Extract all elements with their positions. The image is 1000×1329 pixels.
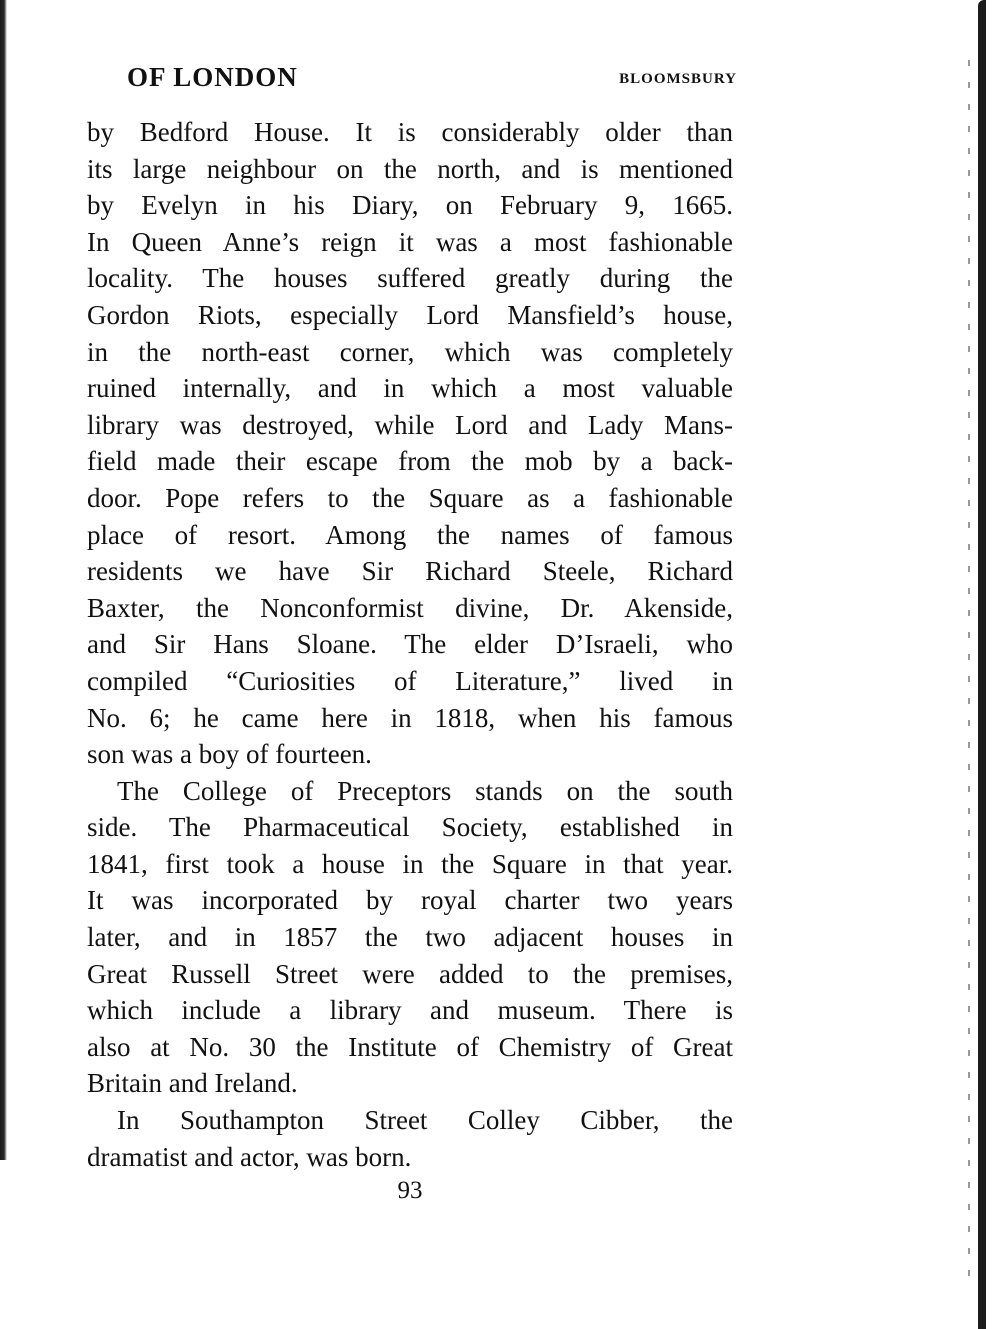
text-line: by Bedford House. It is considerably older than (87, 117, 733, 147)
text-line: ruined internally, and in which a most valuable (87, 373, 733, 404)
text-line: later, and in 1857 the two adjacent houses in (87, 922, 733, 953)
body-text (87, 114, 733, 1175)
text-line: dramatist and actor, was born. (87, 1141, 412, 1172)
text-line: field made their escape from the mob by a back- (87, 446, 733, 477)
text-line: and Sir Hans Sloane. The elder D’Israeli, who (87, 629, 733, 660)
text-line: place of resort. Among the names of famous (87, 519, 733, 550)
text-line: In Queen Anne’s reign it was a most fashionable (87, 226, 733, 257)
paragraph (87, 114, 733, 773)
text-line: Britain and Ireland. (87, 1068, 298, 1099)
text-line: residents we have Sir Richard Steele, Richard (87, 556, 733, 587)
text-line: library was destroyed, while Lord and Lady Mans- (87, 409, 733, 440)
text-line: It was incorporated by royal charter two years (87, 885, 733, 916)
text-line: In Southampton Street Colley Cibber, the (117, 1105, 733, 1136)
text-line: which include a library and museum. There is (87, 995, 733, 1026)
text-line: compiled “Curiosities of Literature,” lived in (87, 665, 733, 696)
text-line: Baxter, the Nonconformist divine, Dr. Akenside, (87, 592, 733, 623)
paragraph (87, 1102, 733, 1175)
text-line: its large neighbour on the north, and is mentioned (87, 153, 733, 184)
text-line: door. Pope refers to the Square as a fashionable (87, 482, 733, 513)
page-number: 93 (397, 1177, 423, 1204)
text-line: Great Russell Street were added to the premises, (87, 958, 733, 989)
text-line: locality. The houses suffered greatly during the (87, 263, 733, 294)
text-line: side. The Pharmaceutical Society, established in (87, 812, 733, 843)
text-line: The College of Preceptors stands on the south (117, 775, 733, 806)
running-head (127, 62, 737, 98)
paragraph (87, 773, 733, 1102)
text-line: also at No. 30 the Institute of Chemistry of Great (87, 1031, 733, 1062)
scan-edge-left (0, 0, 7, 1160)
running-head-section: BLOOMSBURY (619, 71, 737, 87)
text-line: in the north-east corner, which was completely (87, 336, 733, 367)
scan-edge-right-specks (968, 60, 970, 1280)
scan-edge-right (978, 0, 986, 1329)
text-line: by Evelyn in his Diary, on February 9, 1665. (87, 190, 733, 221)
text-line: No. 6; he came here in 1818, when his famous (87, 702, 733, 733)
text-line: Gordon Riots, especially Lord Mansfield’s house, (87, 299, 733, 330)
text-line: son was a boy of fourteen. (87, 739, 372, 770)
running-head-title: OF LONDON (127, 62, 298, 92)
text-line: 1841, first took a house in the Square in that year. (87, 848, 733, 879)
